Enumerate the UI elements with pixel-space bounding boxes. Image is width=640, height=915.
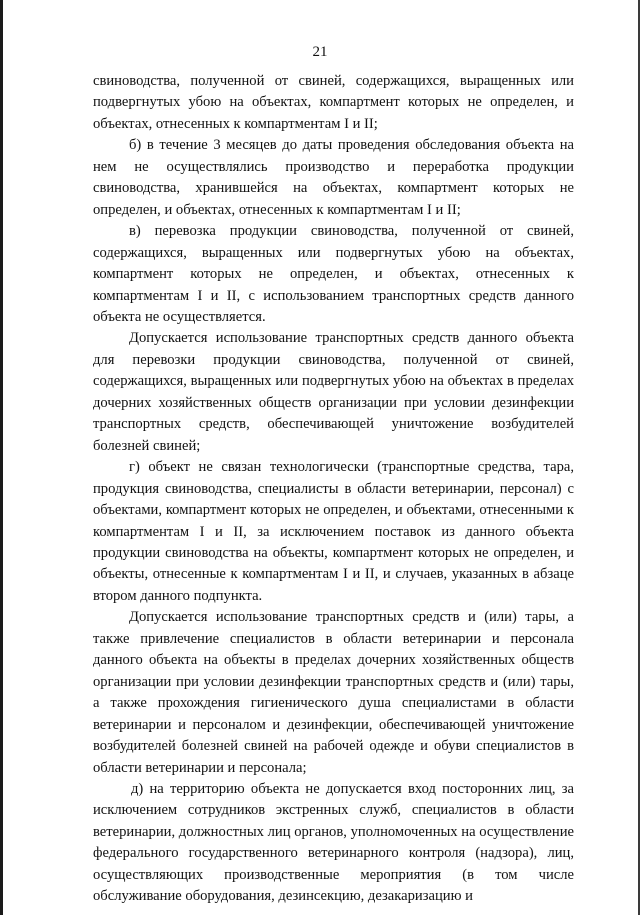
paragraph-item-b: б) в течение 3 месяцев до даты проведения обследования объекта на нем не осуществлялись производство и переработка продукции свиноводства, хранившейся на объектах, компартмент которых не определен, и объектах, отнесенных к компартментам I и II;	[93, 137, 574, 218]
paragraph-item-v: в) перевозка продукции свиноводства, полученной от свиней, содержащихся, выращенных или подвергнутых убою на объектах, компартмент которых не определен, и объектах, отнесенных к компартментам I и II, с использованием транспортных средств данного объекта не осуществляется.	[93, 223, 574, 325]
paragraph-allowance-1: Допускается использование транспортных средств данного объекта для перевозки продукции свиноводства, полученной от свиней, содержащихся, выращенных или подвергнутых убою на объектах в пределах дочерних хозяйственных обществ организации при условии дезинфекции транспортных средств, обеспечивающей уничтожение возбудителей болезней свиней;	[93, 330, 574, 454]
paragraph-continuation: свиноводства, полученной от свиней, содержащихся, выращенных или подвергнутых убою на объектах, компартмент которых не определен, и объектах, отнесенных к компартментам I и II;	[93, 73, 574, 132]
paragraph-allowance-2: Допускается использование транспортных средств и (или) тары, а также привлечение специалистов в области ветеринарии и персонала данного объекта на объекты в пределах дочерних хозяйственных обществ организации при условии дезинфекции транспортных средств и (или) тары, а также прохождения гигиенического душа специалистами в области ветеринарии и персоналом и дезинфекции, обеспечивающей уничтожение возбудителей болезней свиней на рабочей одежде и обуви специалистов в области ветеринарии и персонала;	[93, 609, 574, 776]
document-body	[93, 71, 574, 908]
page-number: 21	[312, 44, 328, 60]
paragraph-item-g: г) объект не связан технологически (транспортные средства, тара, продукция свиноводства, специалисты в области ветеринарии, персонал) с объектами, компартмент которых не определен, и объектами, отнесенными к компартментам I и II, за исключением поставок из данного объекта продукции свиноводства на объекты, компартмент которых не определен, и объекты, отнесенные к компартментам I и II, и случаев, указанных в абзаце втором данного подпункта.	[93, 459, 574, 604]
scan-edge-left	[0, 0, 3, 915]
paragraph-item-d: д) на территорию объекта не допускается вход посторонних лиц, за исключением сотрудников экстренных служб, специалистов в области ветеринарии, должностных лиц органов, уполномоченных на осуществление федерального государственного ветеринарного контроля (надзора), лиц, осуществляющих производственные мероприятия (в том числе обслуживание оборудования, дезинсекцию, дезакаризацию и	[93, 780, 574, 905]
